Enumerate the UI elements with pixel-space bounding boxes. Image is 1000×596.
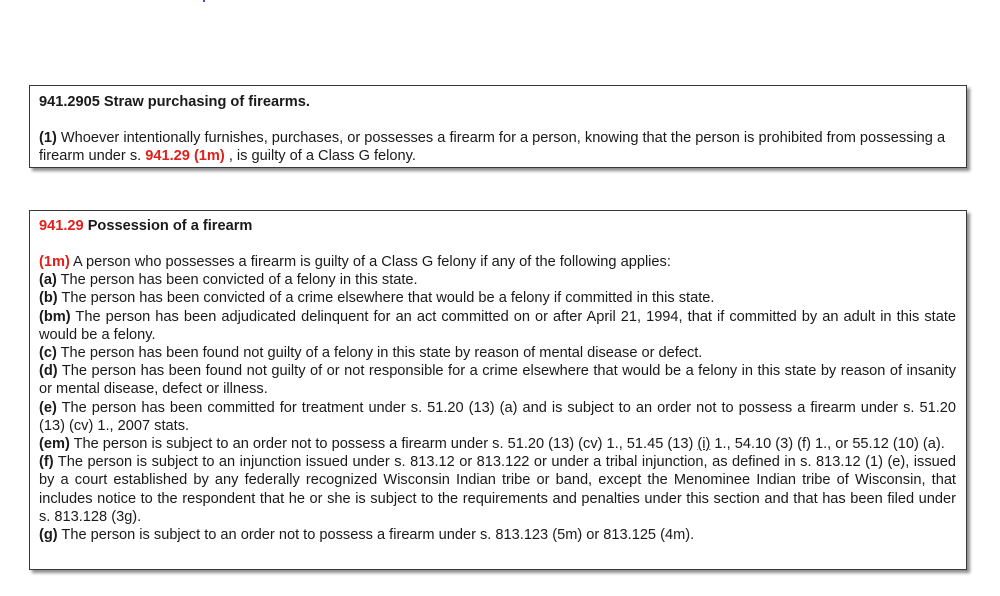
item-label: (e) — [39, 399, 57, 416]
item-label: (bm) — [39, 308, 71, 325]
item-text: The person has been adjudicated delinquent for an act committed on or after April 21, 1994, that if committed by an adult in this state would be a felony. — [39, 308, 956, 343]
item-text: The person has been convicted of a felony in this state. — [56, 272, 418, 289]
statute-941-29-box — [29, 210, 967, 570]
item-text: The person has been committed for treatment under s. 51.20 (13) (a) and is subject to an order not to possess a firearm under s. 51.20 (13) (cv) 1., 2007 stats. — [39, 399, 956, 434]
intro-text: A person who possesses a firearm is guilty of a Class G felony if any of the following applies: — [69, 254, 671, 270]
item-label: (em) — [39, 436, 70, 453]
item-text: The person is subject to an injunction issued under s. 813.12 or 813.122 or under a tribal injunction, as defined in s. 813.12 (1) (e), issued by a court established by any federally recognized Wisconsin Indian tribe or band, except the Menominee Indian tribe of Wisconsin, that includes notice to the respondent that he or she is subject to the requirements and penalties under this section and that has been filed under s. 813.128 (3g). — [39, 454, 956, 525]
statute-item-a — [39, 271, 956, 289]
item-text: The person has been convicted of a crime elsewhere that would be a felony if committed in this state. — [57, 290, 715, 307]
statute-item-g — [39, 526, 956, 544]
stray-dot — [203, 0, 205, 2]
item-text: The person has been found not guilty of a felony in this state by reason of mental disease or defect. — [56, 345, 703, 362]
statute-item-f — [39, 453, 956, 526]
item-label: (b) — [39, 290, 58, 307]
item-label: (g) — [39, 527, 58, 544]
statute-941-2905-title: 941.2905 Straw purchasing of firearms. — [39, 94, 310, 110]
statute-941-29-heading — [39, 217, 956, 235]
sub-text-after: , is guilty of a Class G felony. — [224, 148, 416, 165]
item-text: The person has been found not guilty of or not responsible for a crime elsewhere that would be a felony in this state by reason of insanity or mental disease, defect or illness. — [39, 363, 956, 398]
statute-item-e — [39, 399, 956, 435]
statute-title: Possession of a firearm — [83, 218, 253, 234]
item-label: (f) — [39, 454, 54, 471]
item-label: (d) — [39, 363, 58, 380]
statute-941-2905-sub-1 — [39, 129, 956, 165]
statute-item-em — [39, 435, 956, 453]
statute-item-d — [39, 362, 956, 398]
statute-number: 941.29 — [39, 218, 84, 234]
statute-item-c — [39, 344, 956, 362]
statute-941-29-intro — [39, 253, 956, 271]
intro-label: (1m) — [39, 254, 70, 270]
statute-item-bm — [39, 308, 956, 344]
item-text-after: 1., 54.10 (3) (f) 1., or 55.12 (10) (a). — [710, 436, 945, 453]
item-text: The person is subject to an order not to possess a firearm under s. 813.123 (5m) or 813.125 (4m). — [57, 527, 695, 544]
item-label: (a) — [39, 272, 57, 289]
item-text-before: The person is subject to an order not to possess a firearm under s. 51.20 (13) (cv) 1., 51.45 (13) — [69, 436, 698, 453]
statute-941-2905-box — [29, 85, 967, 168]
item-underlined-ref: (i) — [697, 436, 711, 453]
item-label: (c) — [39, 345, 57, 362]
sub-label: (1) — [39, 130, 57, 146]
statute-item-b — [39, 289, 956, 307]
statute-reference-941-29-1m: 941.29 (1m) — [145, 148, 225, 165]
sub-text-before: Whoever intentionally furnishes, purchases, or possesses a firearm for a person, knowing that the person is prohibited from possessing a firearm under s. — [39, 130, 946, 165]
